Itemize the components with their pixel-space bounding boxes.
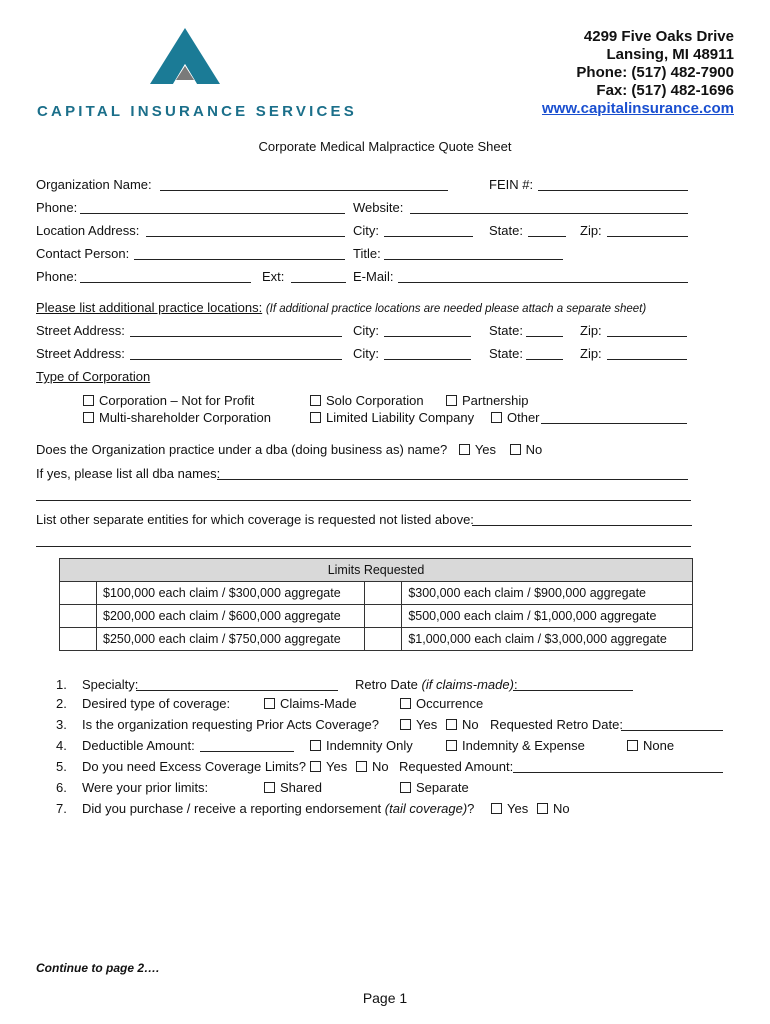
question-number: 7. xyxy=(56,801,67,816)
state-field[interactable] xyxy=(528,236,566,237)
dba-no-label: No xyxy=(525,442,543,457)
checkbox-icon[interactable] xyxy=(310,412,321,423)
requested-amount-label: Requested Amount: xyxy=(399,759,514,774)
zip-1-label: Zip: xyxy=(580,323,602,338)
question-3 xyxy=(56,717,379,732)
llc-option[interactable] xyxy=(310,410,474,425)
ext-field[interactable] xyxy=(291,282,346,283)
organization-name-label: Organization Name: xyxy=(36,177,152,192)
indemnity-expense-option[interactable] xyxy=(446,738,585,753)
question-number: 5. xyxy=(56,759,67,774)
company-phone: Phone: (517) 482-7900 xyxy=(576,64,734,81)
phone-field[interactable] xyxy=(80,213,345,214)
specialty-field[interactable] xyxy=(136,690,338,691)
tail-no-label: No xyxy=(553,801,570,816)
claims-made-option[interactable] xyxy=(264,696,357,711)
company-website-link[interactable]: www.capitalinsurance.com xyxy=(541,100,734,117)
prior-acts-no-option[interactable] xyxy=(446,717,479,732)
retro-date-field[interactable] xyxy=(513,690,633,691)
other-corporation-field[interactable] xyxy=(541,423,687,424)
city-2-label: City: xyxy=(353,346,379,361)
entities-field[interactable] xyxy=(472,525,692,526)
state-2-field[interactable] xyxy=(526,359,563,360)
none-option[interactable] xyxy=(627,738,674,753)
claims-made-label: Claims-Made xyxy=(280,696,357,711)
dba-yes-label: Yes xyxy=(474,442,497,457)
contact-person-field[interactable] xyxy=(134,259,345,260)
ext-label: Ext: xyxy=(262,269,285,284)
limits-heading: Limits Requested xyxy=(60,559,693,582)
question-1 xyxy=(56,677,138,692)
checkbox-icon[interactable] xyxy=(356,761,367,772)
website-label: Website: xyxy=(353,200,404,215)
table-row xyxy=(60,605,693,628)
question-2 xyxy=(56,696,230,711)
occurrence-option[interactable] xyxy=(400,696,483,711)
checkbox-icon[interactable] xyxy=(491,412,502,423)
question-7 xyxy=(56,801,474,816)
street-address-2-field[interactable] xyxy=(130,359,342,360)
tail-coverage-note: (tail coverage) xyxy=(384,801,468,816)
limits-table xyxy=(59,558,693,651)
question-number: 6. xyxy=(56,780,67,795)
deductible-label: Deductible Amount: xyxy=(82,738,195,753)
state-2-label: State: xyxy=(489,346,523,361)
fein-label: FEIN #: xyxy=(489,177,534,192)
indemnity-only-option[interactable] xyxy=(310,738,413,753)
retro-date-note: (if claims-made) xyxy=(421,677,514,692)
title-field[interactable] xyxy=(384,259,563,260)
checkbox-icon[interactable] xyxy=(83,395,94,406)
limit-option: $100,000 each claim / $300,000 aggregate xyxy=(97,582,365,605)
limit-select-cell[interactable] xyxy=(60,605,97,628)
checkbox-icon[interactable] xyxy=(446,719,457,730)
type-of-corporation-heading: Type of Corporation xyxy=(36,369,151,384)
street-address-1-field[interactable] xyxy=(130,336,342,337)
limit-option: $300,000 each claim / $900,000 aggregate xyxy=(402,582,693,605)
street-address-2-label: Street Address: xyxy=(36,346,125,361)
prior-limits-label: Were your prior limits: xyxy=(82,780,209,795)
city-label: City: xyxy=(353,223,379,238)
title-label: Title: xyxy=(353,246,381,261)
table-row xyxy=(60,582,693,605)
specialty-label: Specialty: xyxy=(82,677,139,692)
state-1-field[interactable] xyxy=(526,336,563,337)
limit-option: $1,000,000 each claim / $3,000,000 aggregate xyxy=(402,628,693,651)
website-field[interactable] xyxy=(410,213,688,214)
partnership-label: Partnership xyxy=(462,393,529,408)
zip-1-field[interactable] xyxy=(607,336,687,337)
zip-field[interactable] xyxy=(607,236,688,237)
limit-select-cell[interactable] xyxy=(60,582,97,605)
limit-select-cell[interactable] xyxy=(365,582,402,605)
retro-date-label xyxy=(355,677,518,692)
organization-name-field[interactable] xyxy=(160,190,448,191)
city-field[interactable] xyxy=(384,236,473,237)
corp-not-for-profit-label: Corporation – Not for Profit xyxy=(99,393,255,408)
tail-coverage-qmark: ? xyxy=(467,801,475,816)
deductible-amount-field[interactable] xyxy=(200,751,294,752)
dba-names-label: If yes, please list all dba names: xyxy=(36,466,221,481)
occurrence-label: Occurrence xyxy=(416,696,484,711)
coverage-type-label: Desired type of coverage: xyxy=(82,696,231,711)
fein-field[interactable] xyxy=(538,190,688,191)
zip-2-label: Zip: xyxy=(580,346,602,361)
llc-label: Limited Liability Company xyxy=(326,410,475,425)
tail-no-option[interactable] xyxy=(537,801,570,816)
shared-label: Shared xyxy=(280,780,322,795)
checkbox-icon[interactable] xyxy=(400,698,411,709)
dba-yes-option[interactable] xyxy=(459,442,496,457)
additional-locations-heading xyxy=(36,300,646,315)
city-1-field[interactable] xyxy=(384,336,471,337)
corp-not-for-profit-option[interactable] xyxy=(83,393,254,408)
other-option[interactable] xyxy=(491,410,540,425)
dba-question xyxy=(36,442,542,457)
separate-label: Separate xyxy=(416,780,469,795)
checkbox-icon[interactable] xyxy=(537,803,548,814)
dba-no-option[interactable] xyxy=(510,442,543,457)
excess-no-option[interactable] xyxy=(356,759,389,774)
limit-option: $500,000 each claim / $1,000,000 aggregate xyxy=(402,605,693,628)
checkbox-icon[interactable] xyxy=(310,395,321,406)
multi-shareholder-label: Multi-shareholder Corporation xyxy=(99,410,271,425)
question-6 xyxy=(56,780,208,795)
location-address-label: Location Address: xyxy=(36,223,140,238)
zip-2-field[interactable] xyxy=(607,359,687,360)
additional-locations-note: (If additional practice locations are needed please attach a separate sheet) xyxy=(265,303,647,315)
question-number: 3. xyxy=(56,717,67,732)
excess-yes-label: Yes xyxy=(326,759,348,774)
prior-acts-yes-label: Yes xyxy=(416,717,438,732)
checkbox-icon[interactable] xyxy=(264,698,275,709)
limit-option: $250,000 each claim / $750,000 aggregate xyxy=(97,628,365,651)
shared-option[interactable] xyxy=(264,780,322,795)
phone-label: Phone: xyxy=(36,200,78,215)
contact-phone-field[interactable] xyxy=(80,282,251,283)
checkbox-icon[interactable] xyxy=(446,395,457,406)
contact-phone-label: Phone: xyxy=(36,269,78,284)
page-title: Corporate Medical Malpractice Quote Sheet xyxy=(258,139,512,154)
checkbox-icon[interactable] xyxy=(400,719,411,730)
indemnity-only-label: Indemnity Only xyxy=(326,738,413,753)
excess-coverage-label: Do you need Excess Coverage Limits? xyxy=(82,759,307,774)
question-number: 2. xyxy=(56,696,67,711)
checkbox-icon[interactable] xyxy=(627,740,638,751)
email-label: E-Mail: xyxy=(353,269,394,284)
separate-option[interactable] xyxy=(400,780,469,795)
checkbox-icon[interactable] xyxy=(310,740,321,751)
company-fax: Fax: (517) 482-1696 xyxy=(596,82,734,99)
checkbox-icon[interactable] xyxy=(264,782,275,793)
partnership-option[interactable] xyxy=(446,393,528,408)
checkbox-icon[interactable] xyxy=(459,444,470,455)
state-1-label: State: xyxy=(489,323,523,338)
state-label: State: xyxy=(489,223,523,238)
none-label: None xyxy=(643,738,675,753)
additional-locations-title: Please list additional practice locations: xyxy=(36,300,263,315)
multi-shareholder-option[interactable] xyxy=(83,410,271,425)
question-number: 1. xyxy=(56,677,67,692)
address-line2: Lansing, MI 48911 xyxy=(606,46,734,63)
entities-label: List other separate entities for which coverage is requested not listed above: xyxy=(36,512,474,527)
limit-select-cell[interactable] xyxy=(365,605,402,628)
continue-note: Continue to page 2…. xyxy=(36,961,160,975)
tail-yes-label: Yes xyxy=(507,801,529,816)
city-2-field[interactable] xyxy=(384,359,471,360)
checkbox-icon[interactable] xyxy=(400,782,411,793)
tail-yes-option[interactable] xyxy=(491,801,528,816)
question-4 xyxy=(56,738,195,753)
requested-amount-field[interactable] xyxy=(513,772,723,773)
contact-person-label: Contact Person: xyxy=(36,246,130,261)
zip-label: Zip: xyxy=(580,223,602,238)
checkbox-icon[interactable] xyxy=(310,761,321,772)
prior-acts-label: Is the organization requesting Prior Acts Coverage? xyxy=(82,717,380,732)
prior-acts-yes-option[interactable] xyxy=(400,717,437,732)
solo-corporation-option[interactable] xyxy=(310,393,424,408)
limit-select-cell[interactable] xyxy=(60,628,97,651)
city-1-label: City: xyxy=(353,323,379,338)
company-logo-icon xyxy=(150,28,220,84)
retro-date-colon: : xyxy=(513,677,518,692)
limit-option: $200,000 each claim / $600,000 aggregate xyxy=(97,605,365,628)
entities-field-2[interactable] xyxy=(36,546,691,547)
checkbox-icon[interactable] xyxy=(510,444,521,455)
requested-retro-date-label: Requested Retro Date: xyxy=(490,717,623,732)
page-number: Page 1 xyxy=(362,990,408,1006)
checkbox-icon[interactable] xyxy=(491,803,502,814)
excess-yes-option[interactable] xyxy=(310,759,347,774)
location-address-field[interactable] xyxy=(146,236,345,237)
prior-acts-no-label: No xyxy=(462,717,479,732)
question-5 xyxy=(56,759,306,774)
indemnity-expense-label: Indemnity & Expense xyxy=(462,738,585,753)
email-field[interactable] xyxy=(398,282,688,283)
address-line1: 4299 Five Oaks Drive xyxy=(583,28,734,45)
checkbox-icon[interactable] xyxy=(83,412,94,423)
limit-select-cell[interactable] xyxy=(365,628,402,651)
table-row xyxy=(60,628,693,651)
other-label: Other xyxy=(507,410,540,425)
requested-retro-date-field[interactable] xyxy=(621,730,723,731)
question-number: 4. xyxy=(56,738,67,753)
tail-coverage-label: Did you purchase / receive a reporting endorsement xyxy=(82,801,382,816)
company-address xyxy=(542,28,734,118)
company-name: CAPITAL INSURANCE SERVICES xyxy=(37,103,357,120)
checkbox-icon[interactable] xyxy=(446,740,457,751)
solo-corporation-label: Solo Corporation xyxy=(326,393,424,408)
dba-names-field[interactable] xyxy=(217,479,688,480)
street-address-1-label: Street Address: xyxy=(36,323,125,338)
retro-date-text: Retro Date xyxy=(355,677,418,692)
dba-names-field-2[interactable] xyxy=(36,500,691,501)
dba-question-text: Does the Organization practice under a dba (doing business as) name? xyxy=(36,442,448,457)
excess-no-label: No xyxy=(372,759,389,774)
